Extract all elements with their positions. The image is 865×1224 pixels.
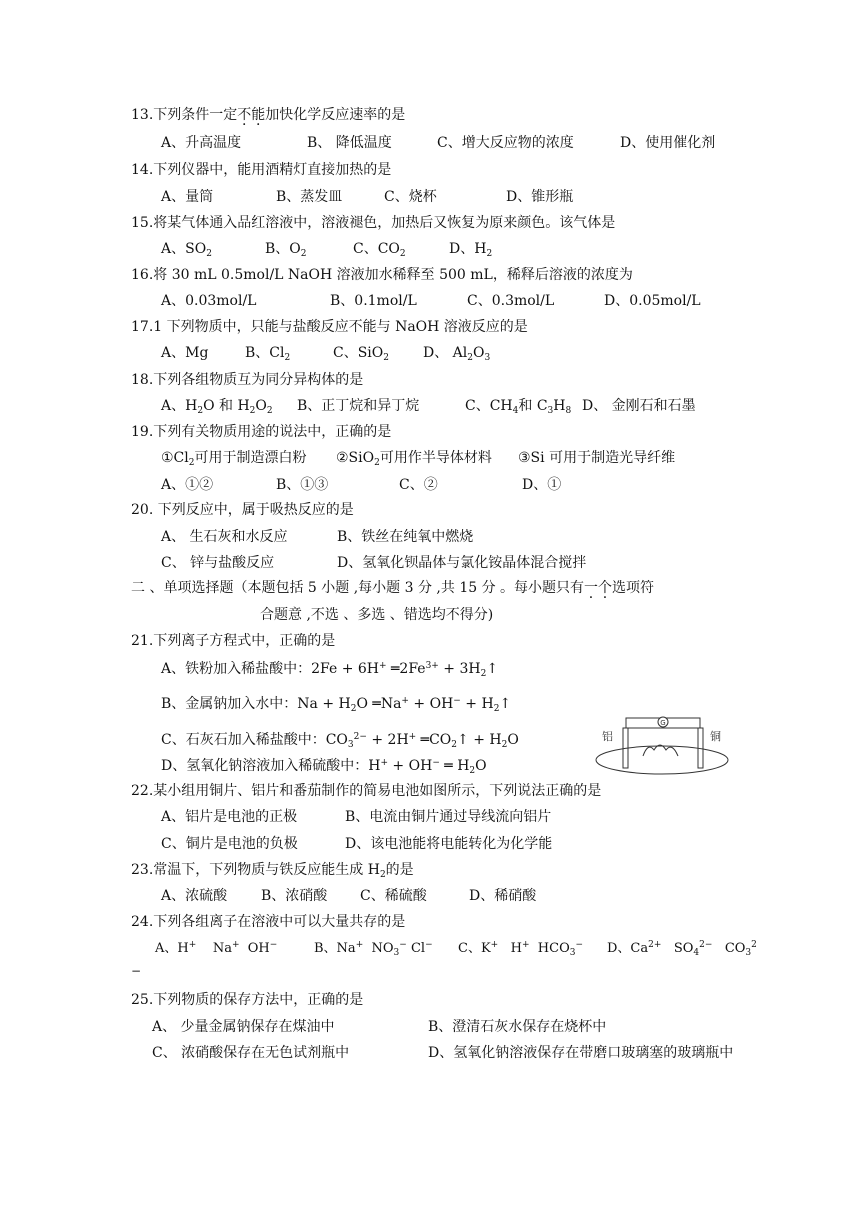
q23-option-c: C、稀硫酸 bbox=[360, 888, 427, 904]
q25-option-c: C、 浓硝酸保存在无色试剂瓶中 bbox=[152, 1045, 350, 1061]
tomato-battery-figure bbox=[588, 712, 738, 778]
q20-stem: 20. 下列反应中，属于吸热反应的是 bbox=[131, 502, 354, 518]
q17-option-c: C、SiO$_2$ bbox=[333, 345, 389, 363]
q18-option-a: A、$H_2O$ 和 $H_2O_2$ bbox=[161, 398, 273, 416]
q18-option-d: D、 金刚石和石墨 bbox=[582, 398, 696, 414]
q24-wrap: − bbox=[131, 964, 142, 978]
q20-option-b: B、铁丝在纯氧中燃烧 bbox=[337, 529, 474, 545]
q16-option-a: A、0.03mol/L bbox=[161, 293, 257, 309]
q25-option-a: A、 少量金属钠保存在煤油中 bbox=[152, 1019, 335, 1035]
q17-stem: 17.1 下列物质中，只能与盐酸反应不能与 NaOH 溶液反应的是 bbox=[131, 319, 528, 335]
q20-option-a: A、 生石灰和水反应 bbox=[161, 529, 288, 545]
q19-option-a: A、①② bbox=[161, 477, 214, 493]
q13-option-c: C、增大反应物的浓度 bbox=[437, 135, 574, 151]
q24-option-d: D、$Ca^{2+}$ $SO_4^{2-}$ $CO_3^2$ bbox=[607, 940, 757, 958]
section2-heading: 二 、单项选择题（本题包括 5 小题 ,每小题 3 分 ,共 15 分 。每小题只有一个选项符 bbox=[131, 580, 655, 596]
q21-option-c: C、石灰石加入稀盐酸中：$CO_3^{2-} + 2H^+$ $═CO_2↑ + H_2O$ bbox=[161, 732, 519, 750]
q22-option-c: C、铜片是电池的负极 bbox=[161, 836, 298, 852]
q23-option-d: D、稀硝酸 bbox=[469, 888, 537, 904]
q19-option-b: B、①③ bbox=[276, 477, 329, 493]
q25-stem: 25.下列物质的保存方法中，正确的是 bbox=[131, 992, 364, 1008]
q15-stem: 15.将某气体通入品红溶液中，溶液褪色，加热后又恢复为原来颜色。该气体是 bbox=[131, 215, 616, 231]
q25-option-d: D、氢氧化钠溶液保存在带磨口玻璃塞的玻璃瓶中 bbox=[428, 1045, 734, 1061]
section2-heading-line2: 合题意 ,不选 、多选 、错选均不得分) bbox=[260, 607, 494, 623]
q24-option-b: B、Na+ $NO_3^-$ Cl− bbox=[314, 940, 433, 958]
q16-stem: 16.将 30 mL 0.5mol/L NaOH 溶液加水稀释至 500 mL，稀释后溶液的浓度为 bbox=[131, 267, 633, 283]
q16-option-b: B、0.1mol/L bbox=[330, 293, 417, 309]
q18-stem: 18.下列各组物质互为同分异构体的是 bbox=[131, 372, 364, 388]
q17-option-d: D、 $Al_2O_3$ bbox=[423, 345, 491, 363]
q15-option-b: B、$O_2$ bbox=[265, 241, 307, 259]
q13-stem: 13.下列条件一定不能加快化学反应速率的是 bbox=[131, 107, 406, 123]
q13-option-a: A、升高温度 bbox=[161, 135, 242, 151]
q19-option-d: D、① bbox=[522, 477, 562, 493]
q13-option-d: D、使用催化剂 bbox=[620, 135, 716, 151]
q16-option-c: C、0.3mol/L bbox=[467, 293, 555, 309]
q24-stem: 24.下列各组离子在溶液中可以大量共存的是 bbox=[131, 914, 406, 930]
q14-stem: 14.下列仪器中，能用酒精灯直接加热的是 bbox=[131, 162, 392, 178]
q18-option-b: B、正丁烷和异丁烷 bbox=[297, 398, 420, 414]
q21-option-b: B、金属钠加入水中：$Na + H_2O$ ═Na+ + $OH^- + H_2↑$ bbox=[161, 696, 512, 714]
q22-option-a: A、铝片是电池的正极 bbox=[161, 809, 298, 825]
q13-option-b: B、 降低温度 bbox=[307, 135, 392, 151]
q25-option-b: B、澄清石灰水保存在烧杯中 bbox=[428, 1019, 607, 1035]
q14-option-b: B、蒸发皿 bbox=[276, 189, 343, 205]
q15-option-c: C、$CO_2$ bbox=[353, 241, 406, 259]
q14-option-a: A、量筒 bbox=[161, 189, 214, 205]
figure-label-copper: 铜 bbox=[710, 730, 721, 743]
q15-option-d: D、$H_2$ bbox=[449, 241, 493, 259]
galvanometer-label: G bbox=[660, 719, 666, 727]
q23-option-a: A、浓硫酸 bbox=[161, 888, 228, 904]
q23-stem: 23.常温下，下列物质与铁反应能生成 $H_2$的是 bbox=[131, 862, 414, 880]
q18-option-c: C、$CH_4$和 $C_3H_8$ bbox=[465, 398, 572, 416]
q20-option-c: C、 锌与盐酸反应 bbox=[161, 555, 275, 571]
q22-option-b: B、电流由铜片通过导线流向铝片 bbox=[345, 809, 552, 825]
q23-option-b: B、浓硝酸 bbox=[261, 888, 328, 904]
q21-stem: 21.下列离子方程式中，正确的是 bbox=[131, 633, 336, 649]
q24-option-a: A、H+ Na+ OH− bbox=[155, 940, 278, 956]
q17-option-b: B、$Cl_2$ bbox=[245, 345, 291, 363]
q21-option-a: A、铁粉加入稀盐酸中：2Fe + 6H+ $═2Fe^{3+}$ + $3H_2↑$ bbox=[161, 661, 499, 679]
q19-statement-2: ②SiO$_2$可用作半导体材料 bbox=[336, 450, 492, 468]
q22-stem: 22.某小组用铜片、铝片和番茄制作的简易电池如图所示，下列说法正确的是 bbox=[131, 783, 602, 799]
q20-option-d: D、氢氧化钡晶体与氯化铵晶体混合搅拌 bbox=[337, 555, 587, 571]
q19-stem: 19.下列有关物质用途的说法中，正确的是 bbox=[131, 424, 392, 440]
figure-label-aluminum: 铝 bbox=[602, 730, 613, 743]
q19-statement-3: ③Si 可用于制造光导纤维 bbox=[518, 450, 676, 466]
q19-option-c: C、② bbox=[399, 477, 438, 493]
q22-option-d: D、该电池能将电能转化为化学能 bbox=[345, 836, 553, 852]
q14-option-c: C、烧杯 bbox=[384, 189, 437, 205]
q24-option-c: C、K+ H+ $HCO_3^-$ bbox=[458, 940, 584, 958]
q17-option-a: A、Mg bbox=[161, 345, 209, 361]
q21-option-d: D、氢氧化钠溶液加入稀硫酸中：H+ + OH− ═ $H_2O$ bbox=[161, 758, 487, 776]
q16-option-d: D、0.05mol/L bbox=[604, 293, 701, 309]
q14-option-d: D、锥形瓶 bbox=[506, 189, 574, 205]
q19-statement-1: $①Cl_2$可用于制造漂白粉 bbox=[161, 450, 307, 468]
q15-option-a: A、$SO_2$ bbox=[161, 241, 212, 259]
